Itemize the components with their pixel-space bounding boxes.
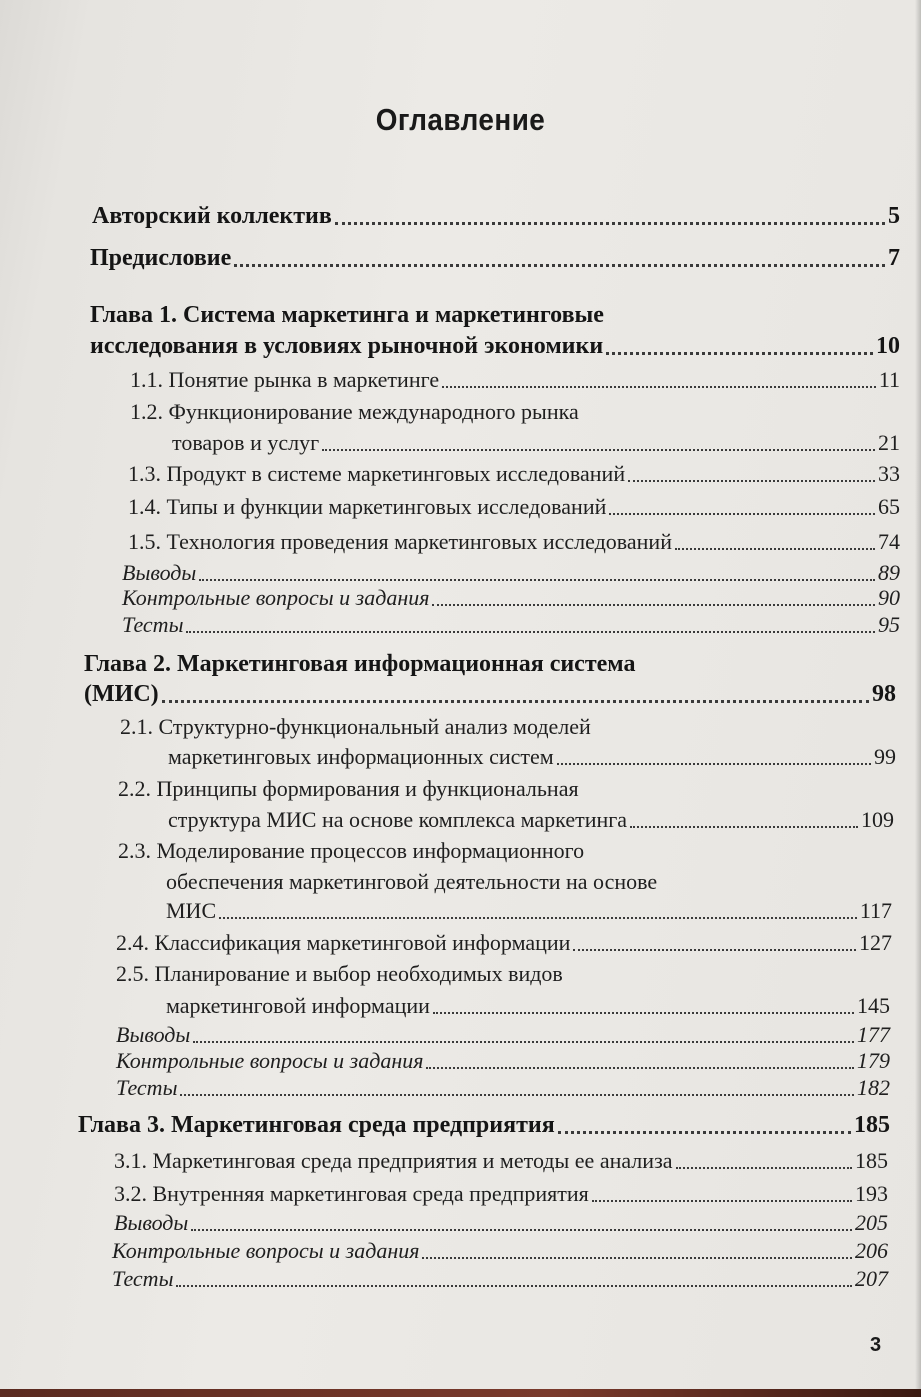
toc-entry-label: 2.4. Классификация маркетинговой информации (116, 930, 571, 955)
dot-leader (193, 1041, 854, 1043)
toc-entry-label: Предисловие (90, 245, 232, 271)
toc-entry-label: структура МИС на основе комплекса маркетинга (168, 807, 628, 832)
toc-entry-page: 182 (857, 1075, 890, 1100)
toc-entry-page: 193 (855, 1181, 888, 1206)
dot-leader (606, 352, 873, 355)
toc-entry-label: 1.1. Понятие рынка в маркетинге (130, 367, 440, 392)
toc-entry-page: 10 (876, 333, 900, 359)
toc-chapter-3-questions (112, 1238, 888, 1264)
toc-section-2-2-line-1: 2.2. Принципы формирования и функциональная (118, 776, 579, 801)
toc-entry-label: Контрольные вопросы и задания (116, 1048, 424, 1073)
toc-chapter-2 (84, 681, 896, 708)
toc-section-1-5 (128, 529, 900, 555)
toc-chapter-3-tests (112, 1266, 888, 1292)
dot-leader (558, 1131, 851, 1134)
toc-entry-label: товаров и услуг (172, 430, 320, 455)
book-cover-edge (0, 1389, 921, 1397)
toc-entry-page: 89 (878, 560, 900, 585)
dot-leader (557, 763, 871, 765)
toc-chapter-3 (78, 1112, 890, 1139)
toc-entry-page: 33 (878, 461, 900, 486)
dot-leader (630, 826, 858, 828)
page-edge-shadow (915, 0, 921, 1397)
toc-entry-page: 185 (855, 1148, 888, 1173)
toc-entry-label: Выводы (116, 1022, 191, 1047)
toc-entry-label: 1.5. Технология проведения маркетинговых исследований (128, 529, 672, 554)
dot-leader (609, 513, 875, 515)
toc-section-2-2 (168, 807, 894, 833)
toc-entry-page: 109 (861, 807, 894, 832)
dot-leader (592, 1200, 852, 1202)
dot-leader (433, 1012, 854, 1014)
dot-leader (432, 604, 875, 606)
dot-leader (180, 1094, 854, 1096)
toc-chapter-1-tests (122, 612, 900, 638)
toc-section-2-5-line-1: 2.5. Планирование и выбор необходимых видов (116, 961, 563, 986)
toc-entry-page: 90 (878, 585, 900, 610)
toc-entry-page: 207 (855, 1266, 888, 1291)
toc-entry-label: Тесты (112, 1266, 174, 1291)
toc-chapter-1-line-1: Глава 1. Система маркетинга и маркетинговые (90, 302, 604, 328)
toc-entry-page: 65 (878, 494, 900, 519)
toc-entry-page: 5 (888, 203, 900, 229)
toc-entry-label: Выводы (122, 560, 197, 585)
dot-leader (322, 449, 875, 451)
dot-leader (199, 579, 875, 581)
toc-entry-authors (92, 203, 900, 230)
toc-entry-label: (МИС) (84, 681, 159, 707)
toc-chapter-1 (90, 333, 900, 360)
toc-entry-page: 185 (854, 1112, 890, 1138)
toc-entry-page: 74 (878, 529, 900, 554)
toc-entry-page: 11 (878, 367, 900, 392)
toc-entry-label: Выводы (114, 1210, 189, 1235)
dot-leader (219, 917, 857, 919)
toc-section-2-3-line-1: 2.3. Моделирование процессов информационного (118, 838, 585, 863)
toc-entry-label: 1.3. Продукт в системе маркетинговых исследований (128, 461, 626, 486)
dot-leader (422, 1257, 852, 1259)
toc-entry-page: 205 (855, 1210, 888, 1235)
dot-leader (426, 1067, 854, 1069)
toc-section-2-1 (168, 744, 896, 770)
toc-entry-label: Авторский коллектив (92, 203, 332, 229)
toc-entry-label: 1.4. Типы и функции маркетинговых исследований (128, 494, 607, 519)
toc-entry-page: 7 (888, 245, 900, 271)
toc-entry-page: 21 (878, 430, 900, 455)
toc-entry-preface (90, 245, 900, 272)
dot-leader (191, 1229, 852, 1231)
toc-section-2-5 (166, 993, 890, 1019)
toc-chapter-2-questions (116, 1048, 890, 1074)
page-title: Оглавление (375, 102, 546, 137)
toc-chapter-1-questions (122, 585, 900, 611)
dot-leader (628, 480, 875, 482)
toc-entry-page: 117 (859, 898, 892, 923)
toc-chapter-2-conclusions (116, 1022, 890, 1048)
toc-section-1-4 (128, 494, 900, 520)
toc-entry-label: Контрольные вопросы и задания (112, 1238, 420, 1263)
dot-leader (335, 222, 885, 225)
toc-section-3-1 (114, 1148, 888, 1174)
dot-leader (573, 949, 856, 951)
dot-leader (186, 631, 875, 633)
dot-leader (176, 1285, 852, 1287)
toc-entry-label: Тесты (122, 612, 184, 637)
toc-entry-label: маркетинговой информации (166, 993, 430, 1018)
toc-section-2-1-line-1: 2.1. Структурно-функциональный анализ моделей (120, 714, 591, 739)
dot-leader (675, 548, 875, 550)
toc-entry-page: 127 (859, 930, 892, 955)
toc-chapter-2-tests (116, 1075, 890, 1101)
toc-entry-label: маркетинговых информационных систем (168, 744, 554, 769)
toc-entry-page: 145 (857, 993, 890, 1018)
toc-section-2-4 (116, 930, 892, 956)
toc-entry-page: 98 (872, 681, 896, 707)
dot-leader (442, 386, 876, 388)
toc-entry-page: 99 (874, 744, 896, 769)
toc-entry-label: Контрольные вопросы и задания (122, 585, 430, 610)
toc-entry-page: 95 (878, 612, 900, 637)
toc-chapter-1-conclusions (122, 560, 900, 586)
toc-entry-label: МИС (166, 898, 217, 923)
toc-entry-label: 3.1. Маркетинговая среда предприятия и методы ее анализа (114, 1148, 673, 1173)
toc-chapter-2-line-1: Глава 2. Маркетинговая информационная система (84, 651, 636, 677)
toc-chapter-3-conclusions (114, 1210, 888, 1236)
page-number: 3 (870, 1334, 882, 1356)
dot-leader (676, 1167, 852, 1169)
toc-entry-page: 206 (855, 1238, 888, 1263)
toc-section-1-2-line-1: 1.2. Функционирование международного рынка (130, 399, 579, 424)
dot-leader (234, 264, 885, 267)
toc-section-2-3 (166, 898, 892, 924)
toc-entry-page: 179 (857, 1048, 890, 1073)
toc-section-2-3-line-2: обеспечения маркетинговой деятельности на основе (166, 869, 658, 894)
toc-entry-label: Глава 3. Маркетинговая среда предприятия (78, 1112, 555, 1138)
toc-entry-page: 177 (857, 1022, 890, 1047)
toc-entry-label: исследования в условиях рыночной экономики (90, 333, 604, 359)
dot-leader (162, 700, 869, 703)
toc-section-3-2 (114, 1181, 888, 1207)
toc-section-1-1 (130, 367, 900, 393)
toc-entry-label: 3.2. Внутренняя маркетинговая среда предприятия (114, 1181, 589, 1206)
toc-entry-label: Тесты (116, 1075, 178, 1100)
toc-section-1-2 (172, 430, 900, 456)
toc-section-1-3 (128, 461, 900, 487)
